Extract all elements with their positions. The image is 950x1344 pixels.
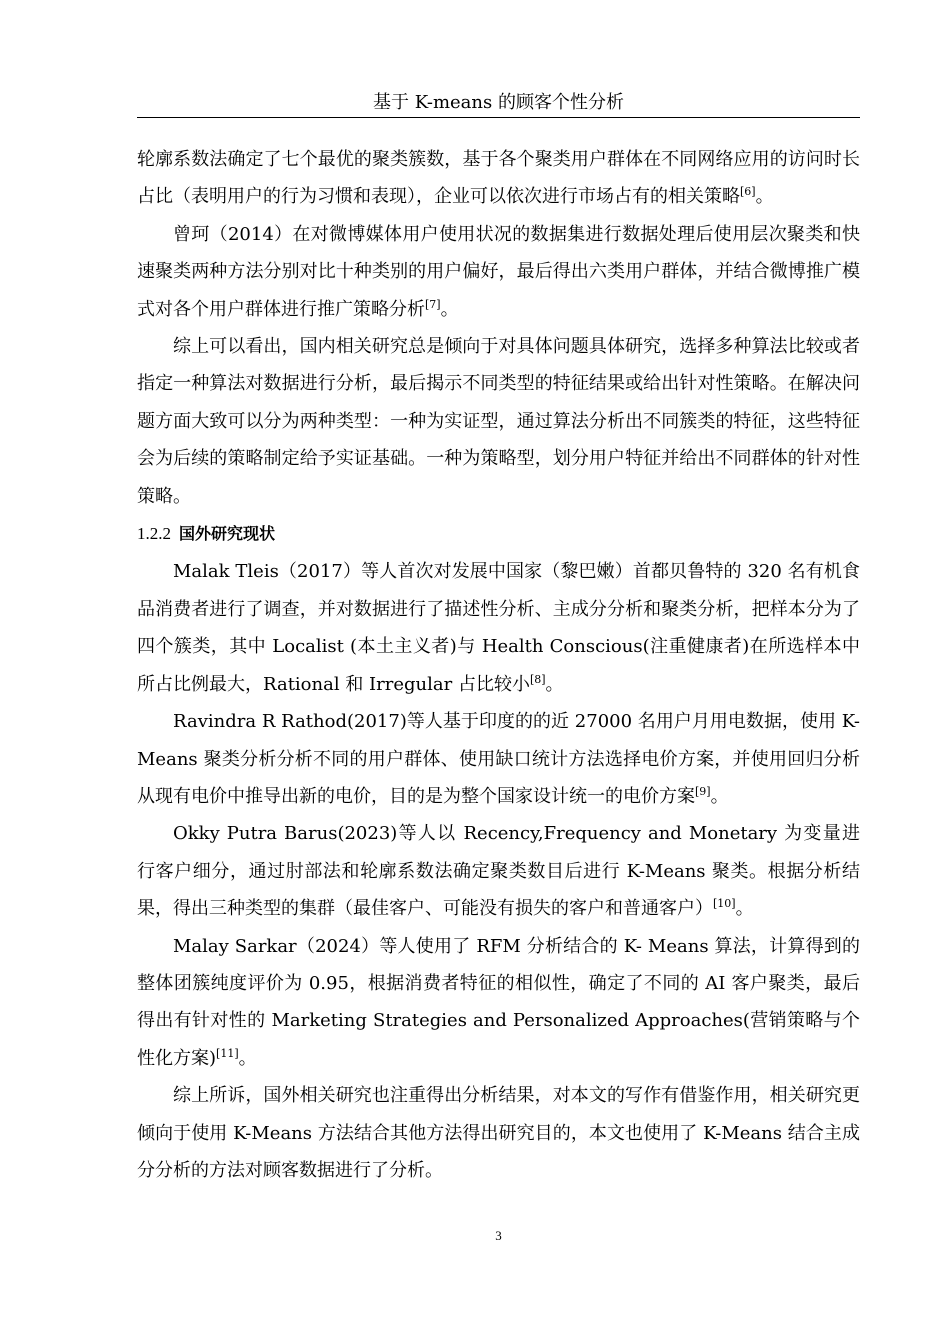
section-title: 国外研究现状 (179, 524, 276, 544)
paragraph: 轮廓系数法确定了七个最优的聚类簇数，基于各个聚类用户群体在不同网络应用的访问时长占比（表明用户的行为习惯和表现），企业可以依次进行市场占有的相关策略[6]。 (137, 149, 860, 208)
paragraph: 曾珂（2014）在对微博媒体用户使用状况的数据集进行数据处理后使用层次聚类和快速聚类两种方法分别对比十种类别的用户偏好，最后得出六类用户群体，并结合微博推广模式对各个用户群体进行推广策略分析[7]。 (137, 223, 860, 320)
running-header: 基于 K-means 的顾客个性分析 (373, 92, 624, 113)
body-text (137, 141, 860, 1189)
paragraph: Okky Putra Barus(2023)等人以 Recency,Frequency and Monetary 为变量进行客户细分，通过肘部法和轮廓系数法确定聚类数目后进行 K-Means 聚类。根据分析结果，得出三种类型的集群（最佳客户、可能没有损失的客户和普通客户）[10]。 (137, 823, 860, 920)
paragraph: Ravindra R Rathod(2017)等人基于印度的的近 27000 名用户月用电数据，使用 K-Means 聚类分析分析不同的用户群体、使用缺口统计方法选择电价方案，并使用回归分析从现有电价中推导出新的电价，目的是为整个国家设计统一的电价方案[9]。 (137, 711, 860, 807)
citation[interactable]: [8] (529, 672, 546, 686)
citation[interactable]: [7] (425, 297, 441, 311)
paragraph: Malak Tleis（2017）等人首次对发展中国家（黎巴嫩）首都贝鲁特的 320 名有机食品消费者进行了调查，并对数据进行了描述性分析、主成分分析和聚类分析，把样本分为了四个簇类，其中 Localist (本土主义者)与 Health Conscious(注重健康者)在所选样本中所占比例最大，Rational 和 Irregular 占比较小[8]。 (137, 561, 860, 695)
paragraph: 综上可以看出，国内相关研究总是倾向于对具体问题具体研究，选择多种算法比较或者指定一种算法对数据进行分析，最后揭示不同类型的特征结果或给出针对性策略。在解决问题方面大致可以分为两种类型：一种为实证型，通过算法分析出不同簇类的特征，这些特征会为后续的策略制定给予实证基础。一种为策略型，划分用户特征并给出不同群体的针对性策略。 (137, 336, 860, 507)
citation[interactable]: [9] (695, 784, 711, 798)
citation[interactable]: [10] (713, 897, 736, 911)
section-heading (137, 515, 860, 553)
paragraph: 综上所诉，国外相关研究也注重得出分析结果，对本文的写作有借鉴作用，相关研究更倾向于使用 K-Means 方法结合其他方法得出研究目的，本文也使用了 K-Means 结合主成分分析的方法对顾客数据进行了分析。 (137, 1085, 860, 1181)
header-rule (137, 117, 860, 118)
page-number: 3 (495, 1228, 502, 1243)
citation[interactable]: [11] (216, 1046, 239, 1060)
section-number: 1.2.2 (137, 524, 171, 544)
citation[interactable]: [6] (740, 185, 756, 199)
paragraph: Malay Sarkar（2024）等人使用了 RFM 分析结合的 K- Means 算法，计算得到的整体团簇纯度评价为 0.95，根据消费者特征的相似性，确定了不同的 AI 客户聚类，最后得出有针对性的 Marketing Strategies and Personalized Approaches(营销策略与个性化方案)[11]。 (137, 935, 860, 1069)
